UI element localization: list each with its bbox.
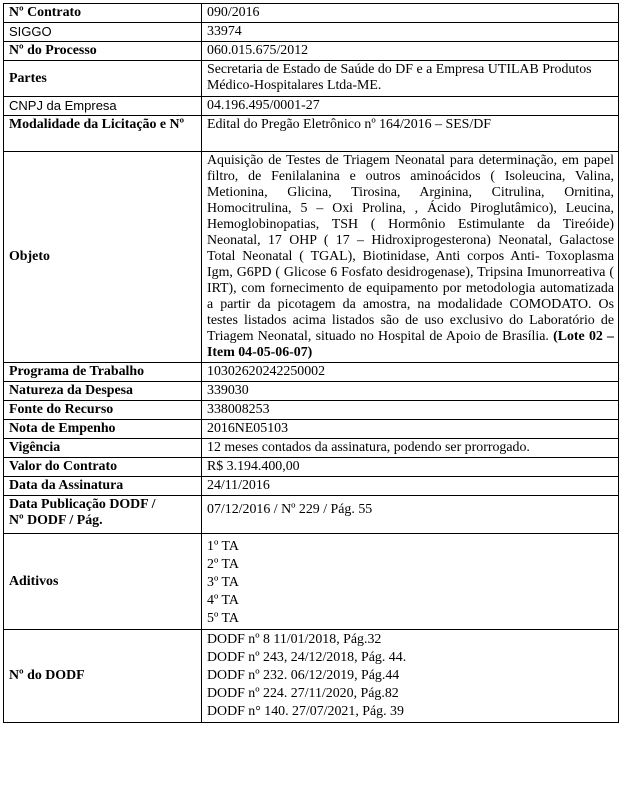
label-aditivos: Aditivos — [4, 534, 202, 630]
row-assinatura — [4, 477, 619, 496]
objeto-text: Aquisição de Testes de Triagem Neonatal para determinação, em papel filtro, de Fenilalanina e outros aminoácidos ( Isoleucina, Valina, Metionina, Glicina, Tirosina, Arginina, Citrulina, Ornitina, Homocitrulina, 5 – Oxi Prolina, , Ácido Piroglutâmico), Leucina, Hemoglobinopatias, TSH ( Hormônio Estimulante da Tireóide) Neonatal, 17 OHP ( 17 – Hidroxiprogesterona) Neonatal, Galactose Total Neonatal ( TGAL), Biotinidase, Anti corpos Anti- Toxoplasma Igm, G6PD ( Glicose 6 Fosfato desidrogenase), Tripsina Imunorreativa ( IRT), com fornecimento de equipamento por metodologia automatizada a partir da picotagem da amostra, na modalidade COMODATO. Os testes listados acima listados são de uso exclusivo do Laboratório de Triagem Neonatal, situado no Hospital de Apoio de Brasília. — [207, 153, 614, 344]
row-processo — [4, 42, 619, 61]
row-vigencia — [4, 439, 619, 458]
row-dodf — [4, 630, 619, 723]
label-vigencia: Vigência — [4, 439, 202, 458]
row-aditivos — [4, 534, 619, 630]
value-dodf — [202, 630, 619, 723]
value-natureza: 339030 — [202, 382, 619, 401]
row-contrato — [4, 4, 619, 23]
aditivo-item: 5º TA — [207, 611, 239, 626]
aditivo-item: 2º TA — [207, 557, 239, 572]
label-cnpj: CNPJ da Empresa — [4, 97, 202, 116]
dodf-item: DODF nº 243, 24/12/2018, Pág. 44. — [207, 650, 407, 665]
value-contrato: 090/2016 — [202, 4, 619, 23]
row-objeto — [4, 152, 619, 363]
value-publicacao — [202, 496, 619, 534]
row-empenho — [4, 420, 619, 439]
label-natureza: Natureza da Despesa — [4, 382, 202, 401]
value-partes: Secretaria de Estado de Saúde do DF e a Empresa UTILAB Produtos Médico-Hospitalares Ltda-ME. — [202, 61, 619, 97]
value-empenho: 2016NE05103 — [202, 420, 619, 439]
label-siggo: SIGGO — [4, 23, 202, 42]
value-programa: 10302620242250002 — [202, 363, 619, 382]
dodf-item: DODF n° 140. 27/07/2021, Pág. 39 — [207, 704, 404, 719]
objeto-lote: (Lote 02 – Item 04-05-06-07) — [207, 329, 614, 360]
value-assinatura: 24/11/2016 — [202, 477, 619, 496]
publicacao-text: 07/12/2016 / Nº 229 / Pág. 55 — [207, 502, 373, 517]
contract-summary — [3, 3, 619, 723]
label-publicacao-line2: Nº DODF / Pág. — [9, 513, 103, 528]
aditivo-item: 4º TA — [207, 593, 239, 608]
row-publicacao — [4, 496, 619, 534]
label-programa: Programa de Trabalho — [4, 363, 202, 382]
label-modalidade: Modalidade da Licitação e Nº — [4, 116, 202, 152]
row-programa — [4, 363, 619, 382]
row-partes — [4, 61, 619, 97]
label-objeto: Objeto — [4, 152, 202, 363]
value-cnpj: 04.196.495/0001-27 — [202, 97, 619, 116]
value-processo: 060.015.675/2012 — [202, 42, 619, 61]
row-fonte — [4, 401, 619, 420]
label-fonte: Fonte do Recurso — [4, 401, 202, 420]
value-aditivos — [202, 534, 619, 630]
row-cnpj — [4, 97, 619, 116]
label-contrato: Nº Contrato — [4, 4, 202, 23]
value-vigencia: 12 meses contados da assinatura, podendo ser prorrogado. — [202, 439, 619, 458]
dodf-item: DODF nº 224. 27/11/2020, Pág.82 — [207, 686, 399, 701]
contract-table — [3, 3, 619, 723]
value-valor: R$ 3.194.400,00 — [202, 458, 619, 477]
dodf-item: DODF nº 8 11/01/2018, Pág.32 — [207, 632, 382, 647]
aditivo-item: 1º TA — [207, 539, 239, 554]
aditivo-item: 3º TA — [207, 575, 239, 590]
value-objeto — [202, 152, 619, 363]
label-assinatura: Data da Assinatura — [4, 477, 202, 496]
dodf-item: DODF nº 232. 06/12/2019, Pág.44 — [207, 668, 400, 683]
label-partes: Partes — [4, 61, 202, 97]
label-empenho: Nota de Empenho — [4, 420, 202, 439]
label-dodf: Nº do DODF — [4, 630, 202, 723]
row-siggo — [4, 23, 619, 42]
row-natureza — [4, 382, 619, 401]
value-fonte: 338008253 — [202, 401, 619, 420]
row-modalidade — [4, 116, 619, 152]
label-processo: Nº do Processo — [4, 42, 202, 61]
value-modalidade: Edital do Pregão Eletrônico nº 164/2016 – SES/DF — [202, 116, 619, 152]
label-publicacao-line1: Data Publicação DODF / — [9, 497, 156, 512]
label-valor: Valor do Contrato — [4, 458, 202, 477]
label-publicacao — [4, 496, 202, 534]
value-siggo: 33974 — [202, 23, 619, 42]
row-valor — [4, 458, 619, 477]
